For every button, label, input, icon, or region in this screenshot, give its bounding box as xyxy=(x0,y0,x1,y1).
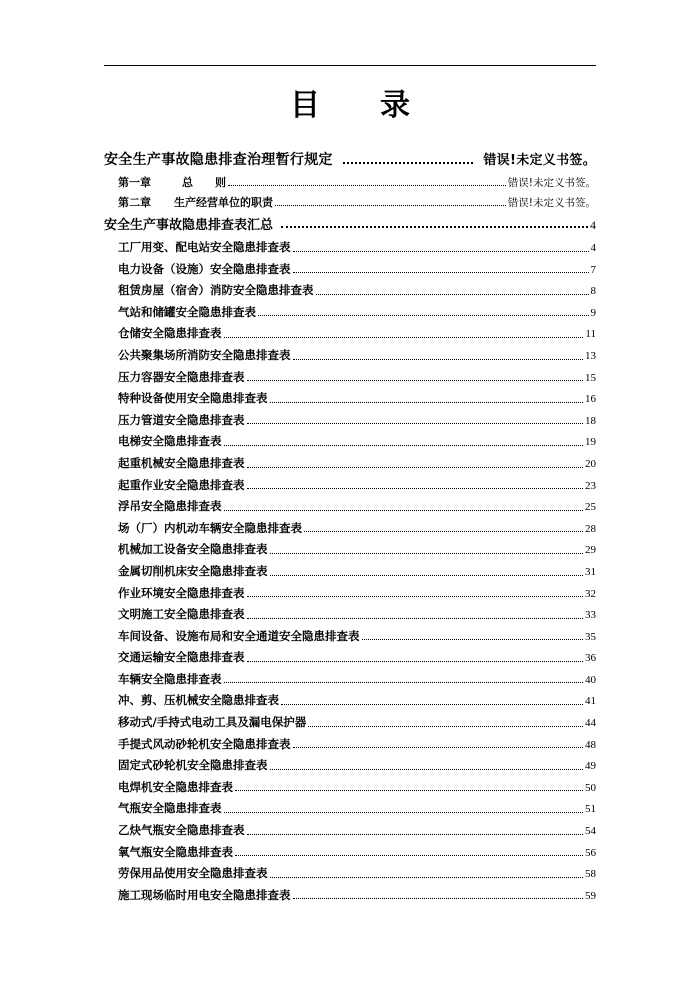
toc-entry-page: 56 xyxy=(585,846,596,859)
toc-entry[interactable] xyxy=(104,431,596,453)
toc-entry-page: 19 xyxy=(585,436,596,449)
toc-entry-label: 起重作业安全隐患排查表 xyxy=(118,477,245,492)
toc-entry-label: 车辆安全隐患排查表 xyxy=(118,671,222,686)
toc-entry[interactable] xyxy=(104,777,596,799)
toc-entry-label: 安全生产事故隐患排查治理暂行规定 xyxy=(104,152,333,168)
chapter-number: 第一章 xyxy=(118,176,151,189)
toc-leader-dots xyxy=(235,855,583,856)
toc-chapter-2[interactable] xyxy=(104,193,596,213)
page-title xyxy=(0,86,700,126)
toc-entry-regulation[interactable] xyxy=(104,147,596,173)
toc-entry[interactable] xyxy=(104,237,596,259)
toc-entry-page: 28 xyxy=(585,522,596,535)
toc-entry-label: 工厂用变、配电站安全隐患排查表 xyxy=(118,240,291,254)
toc-entry-page: 9 xyxy=(590,306,596,319)
toc-leader-dots xyxy=(293,251,589,252)
toc-entry-label: 气站和储罐安全隐患排查表 xyxy=(118,304,256,319)
toc-entry-page: 35 xyxy=(585,630,596,643)
toc-entry[interactable] xyxy=(104,410,596,432)
toc-chapter-1[interactable] xyxy=(104,173,596,193)
toc-leader-dots xyxy=(275,205,506,206)
toc-entry[interactable] xyxy=(104,345,596,367)
toc-entry-page: 51 xyxy=(585,803,596,816)
toc-entry-page: 29 xyxy=(585,544,596,557)
toc-entry[interactable] xyxy=(104,561,596,583)
toc-entry-label: 文明施工安全隐患排查表 xyxy=(118,607,245,622)
toc-leader-dots xyxy=(247,618,584,619)
toc-entry-label: 浮吊安全隐患排查表 xyxy=(118,499,222,514)
toc-entry[interactable] xyxy=(104,280,596,302)
toc-leader-dots xyxy=(281,226,588,228)
toc-entry-page: 31 xyxy=(585,565,596,578)
toc-leader-dots xyxy=(247,423,584,424)
toc-entry[interactable] xyxy=(104,388,596,410)
toc-entry[interactable] xyxy=(104,669,596,691)
toc-entry-label: 作业环境安全隐患排查表 xyxy=(118,585,245,600)
toc-entry[interactable] xyxy=(104,626,596,648)
toc-entry-page: 16 xyxy=(585,393,596,406)
toc-leader-dots xyxy=(270,769,584,770)
toc-entry[interactable] xyxy=(104,712,596,734)
toc-leader-dots xyxy=(247,661,584,662)
toc-entry[interactable] xyxy=(104,367,596,389)
toc-entry-page: 4 xyxy=(590,242,596,254)
toc-entry[interactable] xyxy=(104,453,596,475)
toc-entry-label: 安全生产事故隐患排查表汇总 xyxy=(104,218,274,233)
toc-entry-label: 劳保用品使用安全隐患排查表 xyxy=(118,866,268,881)
toc-entry[interactable] xyxy=(104,798,596,820)
toc-entry-label: 金属切削机床安全隐患排查表 xyxy=(118,563,268,578)
toc-leader-dots xyxy=(293,359,584,360)
toc-entry[interactable] xyxy=(104,647,596,669)
toc-entry-label: 机械加工设备安全隐患排查表 xyxy=(118,542,268,557)
toc-leader-dots xyxy=(228,185,506,186)
toc-leader-dots xyxy=(343,162,474,164)
toc-entry[interactable] xyxy=(104,734,596,756)
table-of-contents xyxy=(104,147,596,906)
toc-entry-page: 15 xyxy=(585,371,596,384)
toc-entry-page: 25 xyxy=(585,501,596,514)
toc-leader-dots xyxy=(293,272,589,273)
toc-entry[interactable] xyxy=(104,475,596,497)
toc-leader-dots xyxy=(362,639,584,640)
toc-entry-page: 54 xyxy=(585,825,596,838)
chapter-number: 第二章 xyxy=(118,196,151,209)
toc-entry[interactable] xyxy=(104,604,596,626)
toc-entry[interactable] xyxy=(104,259,596,281)
toc-entry-page: 44 xyxy=(585,717,596,730)
toc-entry-page: 13 xyxy=(585,349,596,362)
toc-entry-page: 错误!未定义书签。 xyxy=(507,197,596,209)
toc-entry[interactable] xyxy=(104,820,596,842)
toc-entry-label: 公共聚集场所消防安全隐患排查表 xyxy=(118,347,291,362)
toc-entry[interactable] xyxy=(104,755,596,777)
toc-entry-summary[interactable] xyxy=(104,213,596,237)
toc-entry-label: 特种设备使用安全隐患排查表 xyxy=(118,391,268,406)
toc-leader-dots xyxy=(308,726,583,727)
toc-entry-page: 7 xyxy=(590,263,596,276)
top-rule xyxy=(104,65,596,66)
toc-entry-page: 59 xyxy=(585,889,596,902)
toc-entry-page: 58 xyxy=(585,868,596,881)
toc-entry-page: 错误!未定义书签。 xyxy=(483,153,596,168)
chapter-label: 总 则 xyxy=(182,176,226,189)
toc-leader-dots xyxy=(224,682,584,683)
toc-entry-page: 23 xyxy=(585,479,596,492)
toc-leader-dots xyxy=(281,704,583,705)
toc-entry-label: 固定式砂轮机安全隐患排查表 xyxy=(118,758,268,773)
toc-leader-dots xyxy=(235,790,583,791)
toc-entry[interactable] xyxy=(104,885,596,907)
toc-entry-page: 33 xyxy=(585,609,596,622)
toc-entry-page: 40 xyxy=(585,673,596,686)
toc-entry[interactable] xyxy=(104,518,596,540)
toc-leader-dots xyxy=(316,294,589,295)
toc-leader-dots xyxy=(247,467,584,468)
toc-entry-page: 18 xyxy=(585,414,596,427)
toc-entry[interactable] xyxy=(104,583,596,605)
toc-entry-page: 4 xyxy=(590,218,596,232)
toc-leader-dots xyxy=(224,812,584,813)
toc-entry-page: 8 xyxy=(590,285,596,298)
toc-entry[interactable] xyxy=(104,496,596,518)
toc-leader-dots xyxy=(224,445,584,446)
toc-leader-dots xyxy=(258,315,589,316)
toc-leader-dots xyxy=(247,380,584,381)
chapter-label: 生产经营单位的职责 xyxy=(174,196,273,209)
toc-leader-dots xyxy=(224,510,584,511)
toc-entry-label: 场（厂）内机动车辆安全隐患排查表 xyxy=(118,520,302,535)
toc-leader-dots xyxy=(270,402,584,403)
toc-entry-label: 电焊机安全隐患排查表 xyxy=(118,779,233,794)
toc-entry-page: 11 xyxy=(585,328,596,341)
toc-entry-page: 49 xyxy=(585,760,596,773)
toc-leader-dots xyxy=(293,898,584,899)
toc-entry-page: 50 xyxy=(585,781,596,794)
toc-leader-dots xyxy=(293,747,584,748)
toc-leader-dots xyxy=(270,553,584,554)
toc-entry-page: 41 xyxy=(585,695,596,708)
toc-entry[interactable] xyxy=(104,863,596,885)
toc-entry-label: 电梯安全隐患排查表 xyxy=(118,434,222,449)
toc-entry-page: 32 xyxy=(585,587,596,600)
toc-entry-label: 仓储安全隐患排查表 xyxy=(118,326,222,341)
title-char-2: 录 xyxy=(380,88,410,123)
toc-entry-label: 施工现场临时用电安全隐患排查表 xyxy=(118,887,291,902)
toc-entry-page: 36 xyxy=(585,652,596,665)
toc-entry-label: 租赁房屋（宿舍）消防安全隐患排查表 xyxy=(118,283,314,298)
toc-entry-label: 氧气瓶安全隐患排查表 xyxy=(118,844,233,859)
toc-entry-label: 移动式/手持式电动工具及漏电保护器 xyxy=(118,715,307,730)
toc-leader-dots xyxy=(247,834,584,835)
toc-entry-label: 交通运输安全隐患排查表 xyxy=(118,650,245,665)
toc-leader-dots xyxy=(247,596,584,597)
toc-entry[interactable] xyxy=(104,690,596,712)
toc-entry-label: 手提式风动砂轮机安全隐患排查表 xyxy=(118,736,291,751)
toc-entry-list xyxy=(104,237,596,906)
toc-entry-label: 气瓶安全隐患排查表 xyxy=(118,801,222,816)
toc-entry-label: 压力管道安全隐患排查表 xyxy=(118,412,245,427)
toc-entry-label: 冲、剪、压机械安全隐患排查表 xyxy=(118,693,279,708)
toc-entry-label: 压力容器安全隐患排查表 xyxy=(118,369,245,384)
toc-leader-dots xyxy=(304,531,583,532)
toc-entry-label: 电力设备（设施）安全隐患排查表 xyxy=(118,261,291,276)
toc-entry-label: 乙炔气瓶安全隐患排查表 xyxy=(118,823,245,838)
toc-entry-label: 车间设备、设施布局和安全通道安全隐患排查表 xyxy=(118,628,360,643)
title-char-1: 目 xyxy=(290,88,320,123)
toc-entry-page: 20 xyxy=(585,457,596,470)
toc-entry[interactable] xyxy=(104,323,596,345)
toc-entry-page: 错误!未定义书签。 xyxy=(507,177,596,189)
toc-leader-dots xyxy=(270,877,584,878)
toc-entry[interactable] xyxy=(104,842,596,864)
toc-entry-label: 起重机械安全隐患排查表 xyxy=(118,455,245,470)
toc-leader-dots xyxy=(270,575,584,576)
toc-entry[interactable] xyxy=(104,302,596,324)
toc-leader-dots xyxy=(224,337,584,338)
toc-leader-dots xyxy=(247,488,584,489)
toc-entry[interactable] xyxy=(104,539,596,561)
toc-entry-page: 48 xyxy=(585,738,596,751)
